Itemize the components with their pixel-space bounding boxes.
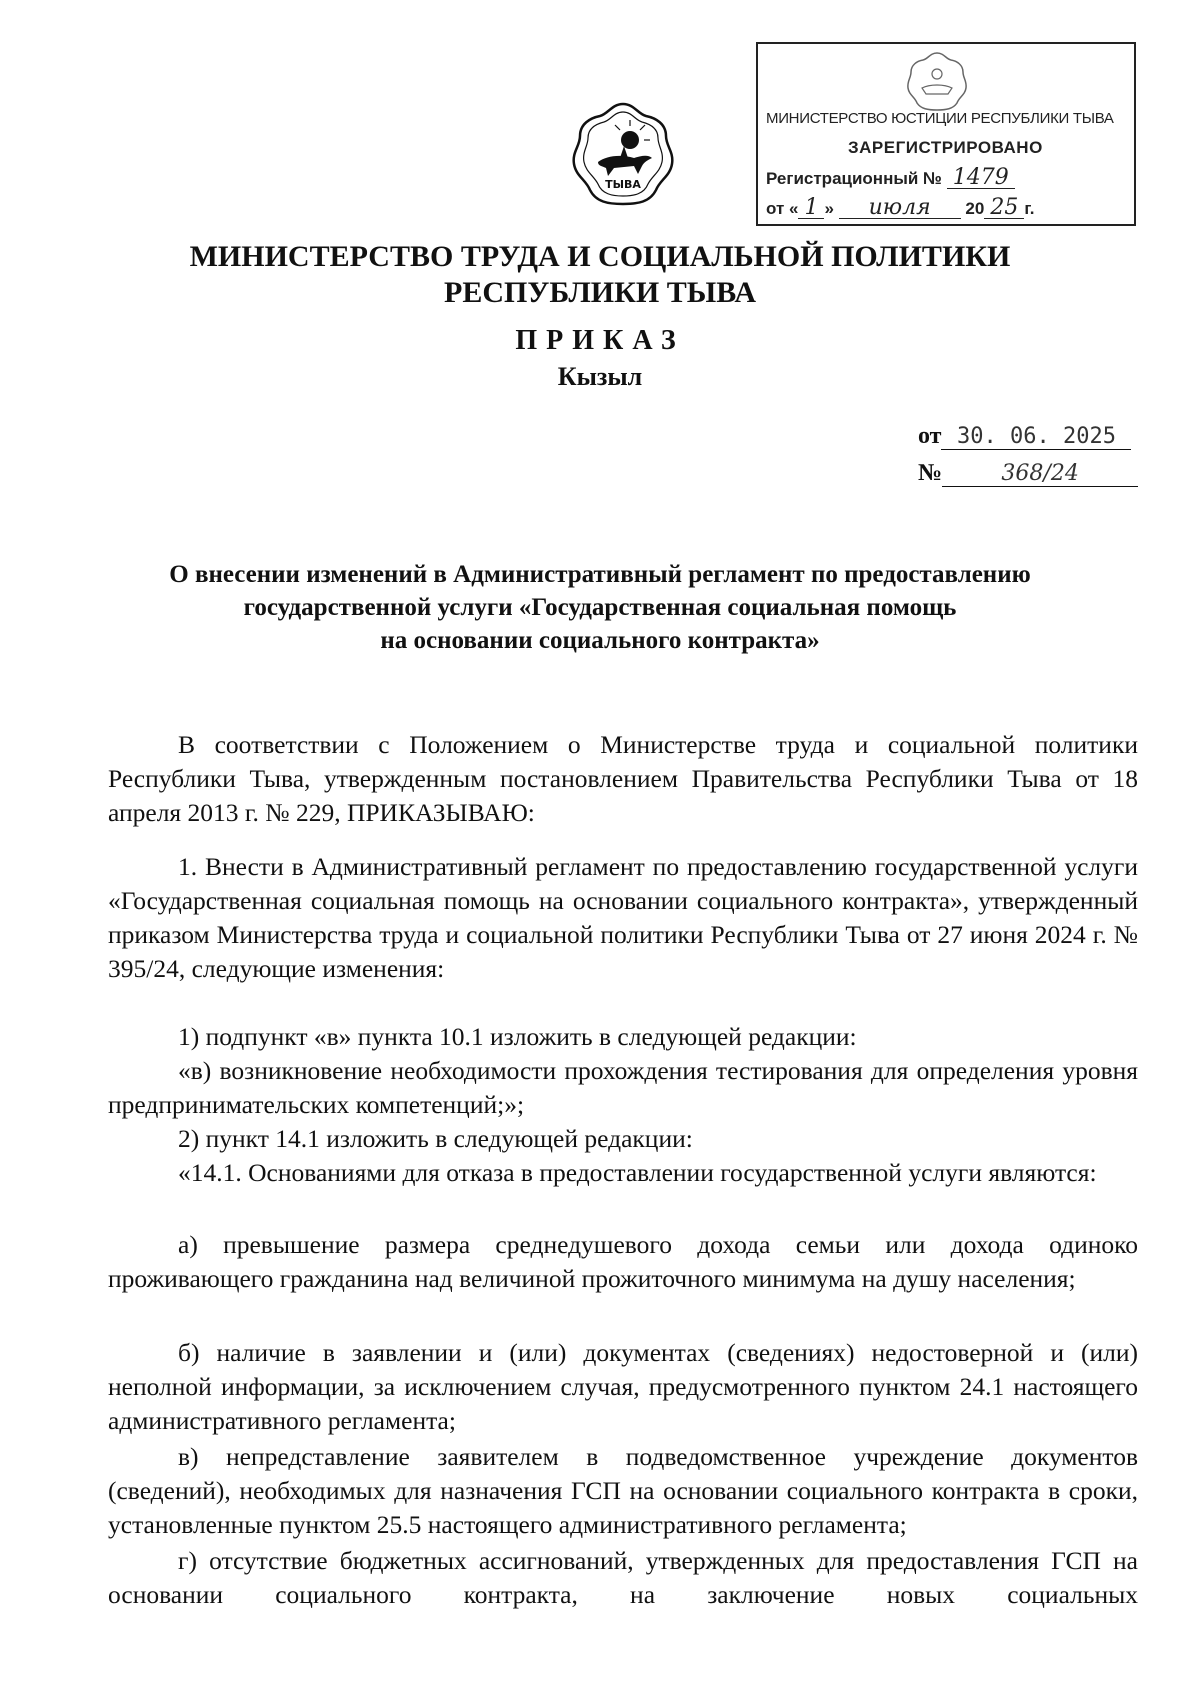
paragraph-14-1-v: в) непредставление заявителем в подведомственное учреждение документов (сведений), необходимых для назначения ГСП на основании социального контракта в сроки, установленные пунктом 25.5 настоящего административного регламента;	[108, 1442, 1138, 1539]
document-type: ПРИКАЗ	[515, 325, 685, 356]
stamp-registered-line: ЗАРЕГИСТРИРОВАНО	[848, 138, 1043, 157]
order-number-value: 368/24	[942, 461, 1138, 487]
order-date-row	[918, 423, 1131, 450]
stamp-year-suffix: 25	[984, 198, 1024, 219]
stamp-from-label: от «	[766, 199, 799, 218]
svg-text:ТЫВА: ТЫВА	[605, 178, 641, 191]
order-title-line1: О внесении изменений в Административный регламент по предоставлению	[169, 561, 1031, 588]
paragraph-14-1-a: а) превышение размера среднедушевого дохода семьи или дохода одиноко проживающего гражданина над величиной прожиточного минимума на душу населения;	[108, 1230, 1138, 1293]
coat-of-arms-emblem	[568, 100, 678, 210]
stamp-day-close: »	[824, 199, 834, 218]
registration-stamp	[756, 42, 1136, 226]
paragraph-item-1: 1. Внести в Административный регламент по предоставлению государственной услуги «Государственная социальная помощь на основании социального контракта», утвержденный приказом Министерства труда и социальной политики Республики Тыва от 27 июня 2024 г. № 395/24, следующие изменения:	[108, 852, 1138, 983]
paragraph-subitem-1: 1) подпункт «в» пункта 10.1 изложить в следующей редакции:	[178, 1022, 857, 1051]
stamp-year-prefix: 20	[965, 199, 985, 218]
preamble-paragraph: В соответствии с Положением о Министерстве труда и социальной политики Республики Тыва, утвержденным постановлением Правительства Республики Тыва от 18 апреля 2013 г. № 229, ПРИКАЗЫВАЮ:	[108, 730, 1138, 827]
paragraph-14-1-g: г) отсутствие бюджетных ассигнований, утвержденных для предоставления ГСП на основании социального контракта, на заключение новых социальных	[108, 1546, 1138, 1609]
stamp-registration-number-line	[766, 165, 1015, 190]
order-date-value: 30. 06. 2025	[941, 424, 1131, 450]
paragraph-subitem-2: 2) пункт 14.1 изложить в следующей редакции:	[178, 1124, 693, 1153]
ministry-name-line2: РЕСПУБЛИКИ ТЫВА	[444, 276, 756, 309]
order-number-label: №	[918, 460, 943, 486]
order-title-line2: государственной услуги «Государственная социальная помощь	[243, 594, 957, 621]
ministry-name-line1: МИНИСТЕРСТВО ТРУДА И СОЦИАЛЬНОЙ ПОЛИТИКИ	[189, 240, 1011, 273]
stamp-year-end: г.	[1024, 199, 1035, 218]
stamp-reg-number: 1479	[947, 168, 1015, 189]
stamp-reg-label: Регистрационный №	[766, 169, 942, 188]
stamp-day: 1	[798, 198, 824, 219]
stamp-month: июля	[839, 198, 961, 219]
stamp-date-line	[766, 195, 1035, 220]
city: Кызыл	[557, 362, 643, 391]
paragraph-14-1-b: б) наличие в заявлении и (или) документах (сведениях) недостоверной и (или) неполной информации, за исключением случая, предусмотренного пунктом 24.1 настоящего административного регламента;	[108, 1338, 1138, 1435]
order-number-row	[918, 460, 1138, 487]
stamp-ministry-line: МИНИСТЕРСТВО ЮСТИЦИИ РЕСПУБЛИКИ ТЫВА	[766, 110, 1114, 127]
order-date-label: от	[918, 423, 942, 449]
stamp-emblem-icon	[906, 50, 968, 112]
paragraph-subitem-1-text: «в) возникновение необходимости прохождения тестирования для определения уровня предпринимательских компетенций;»;	[108, 1056, 1138, 1119]
paragraph-14-1: «14.1. Основаниями для отказа в предоставлении государственной услуги являются:	[178, 1158, 1097, 1187]
order-title-line3: на основании социального контракта»	[380, 627, 820, 654]
